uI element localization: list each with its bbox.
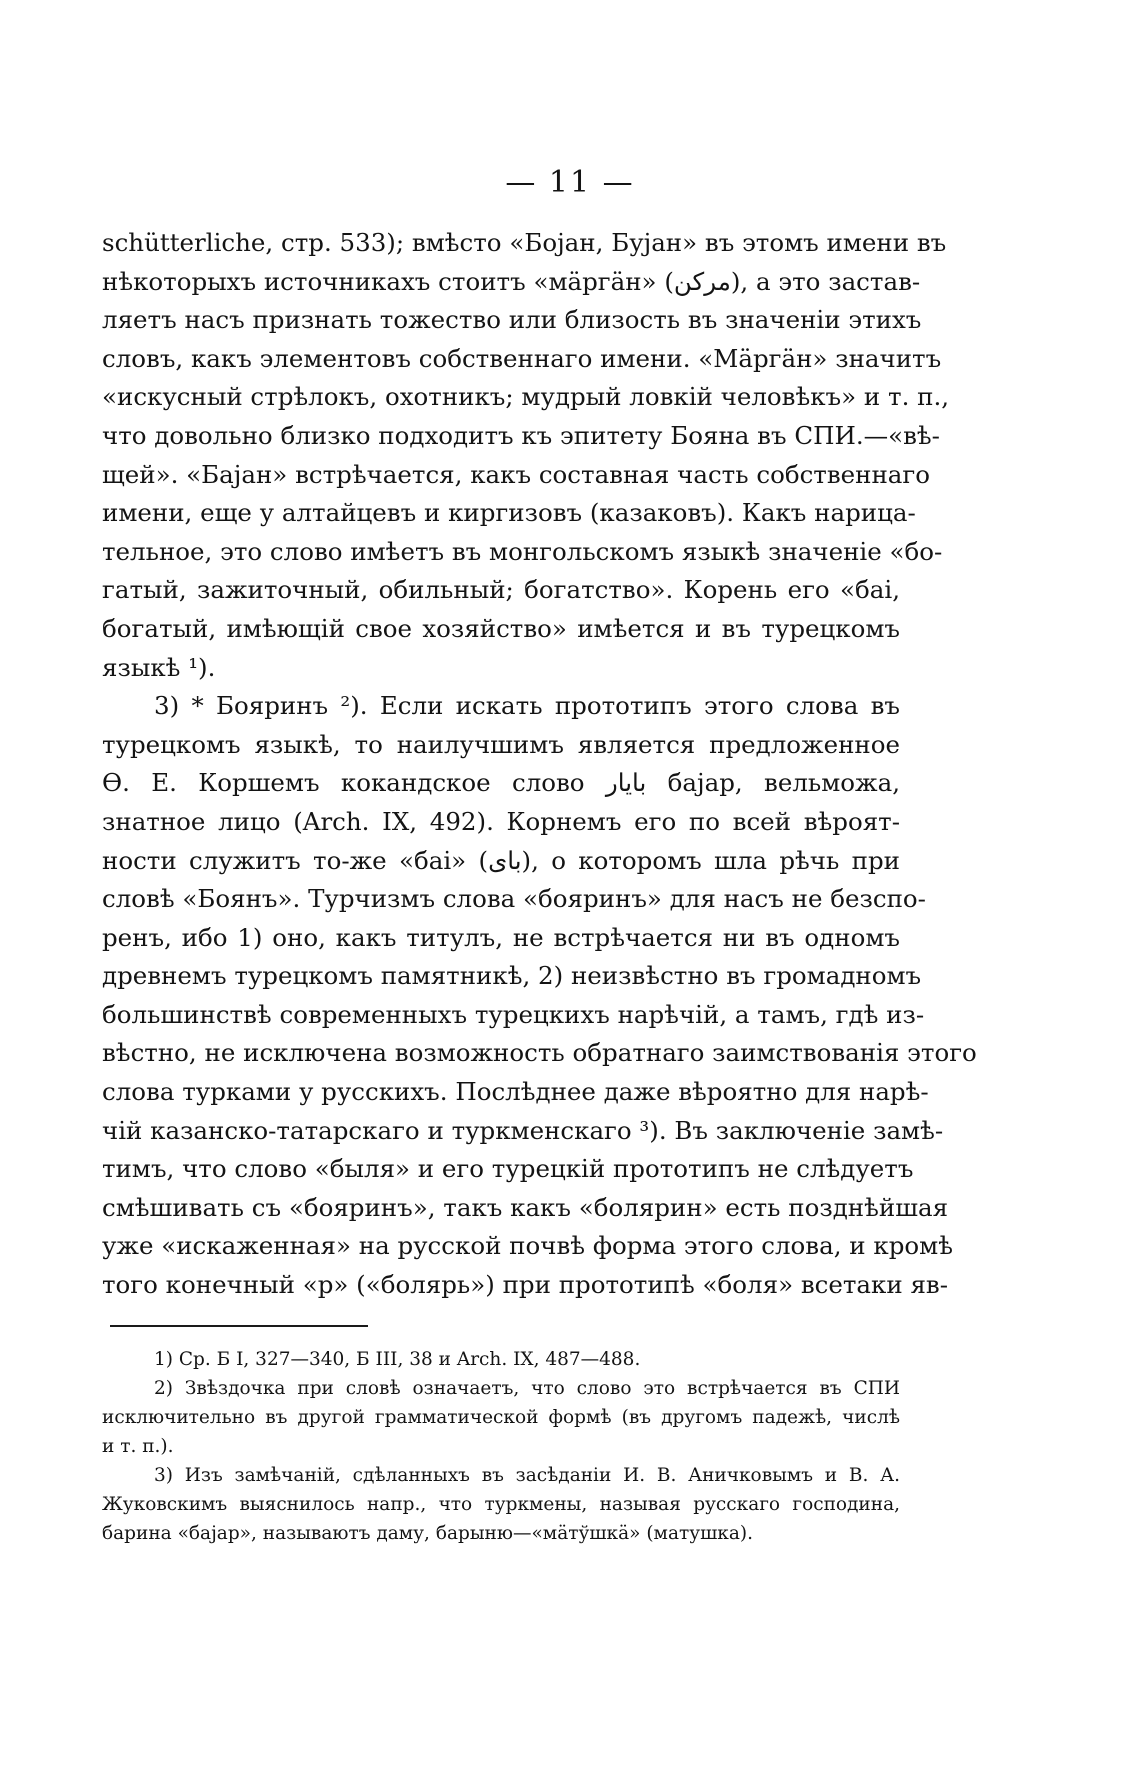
text-line: вѣстно, не исключена возможность обратнаго заимствованія этого: [102, 1038, 977, 1068]
text-line: древнемъ турецкомъ памятникѣ, 2) неизвѣстно въ громадномъ: [102, 961, 922, 991]
footnote-line: барина «бајар», называютъ даму, барыню—«мäтўшкä» (матушка).: [102, 1523, 753, 1544]
footnotes: [102, 1345, 900, 1548]
main-text: [102, 224, 977, 1305]
text-line: словъ, какъ элементовъ собственнаго имени. «Мäргäн» значитъ: [102, 343, 942, 373]
text-line: ренъ, ибо 1) оно, какъ титулъ, не встрѣчается ни въ одномъ: [102, 922, 900, 952]
text-line: ности служитъ то-же «баі» (بای), о которомъ шла рѣчь при: [102, 845, 900, 875]
footnote-line: 3) Изъ замѣчаній, сдѣланныхъ въ засѣданіи И. В. Аничковымъ и В. А.: [154, 1465, 900, 1486]
footnote-line: 1) Ср. Б I, 327—340, Б III, 38 и Arch. IX, 487—488.: [154, 1349, 641, 1370]
text-line: «искусный стрѣлокъ, охотникъ; мудрый ловкій человѣкъ» и т. п.,: [102, 382, 950, 412]
page-number: — 11 —: [505, 165, 635, 200]
text-line: нѣкоторыхъ источникахъ стоитъ «мäргäн» (مرکن), а это застав-: [102, 266, 921, 296]
footnote-divider: [110, 1325, 368, 1327]
text-line: слова турками у русскихъ. Послѣднее даже вѣроятно для нарѣ-: [102, 1077, 929, 1107]
text-line: гатый, зажиточный, обильный; богатство». Корень его «баі,: [102, 575, 900, 605]
text-line: schütterliche, стр. 533); вмѣсто «Бојан, Бујан» въ этомъ имени въ: [102, 228, 947, 257]
text-line: ляетъ насъ признать тожество или близость въ значеніи этихъ: [102, 305, 922, 335]
text-line: чій казанско-татарскаго и туркменскаго ³). Въ заключеніе замѣ-: [102, 1115, 944, 1145]
text-line: 3) * Бояринъ ²). Если искать прототипъ этого слова въ: [154, 691, 900, 721]
text-line: Ѳ. Е. Коршемъ кокандское слово بایار бајар, вельможа,: [102, 768, 900, 798]
text-line: тельное, это слово имѣетъ въ монгольскомъ языкѣ значеніе «бо-: [102, 536, 943, 566]
text-line: языкѣ ¹).: [102, 652, 216, 682]
text-line: тимъ, что слово «быля» и его турецкій прототипъ не слѣдуетъ: [102, 1154, 914, 1184]
text-line: имени, еще у алтайцевъ и киргизовъ (казаковъ). Какъ нарица-: [102, 498, 916, 528]
text-line: знатное лицо (Arch. IX, 492). Корнемъ его по всей вѣроят-: [102, 806, 900, 836]
text-line: смѣшивать съ «бояринъ», такъ какъ «болярин» есть позднѣйшая: [102, 1192, 949, 1222]
text-line: щей». «Бајан» встрѣчается, какъ составная часть собственнаго: [102, 459, 930, 489]
footnote-line: Жуковскимъ выяснилось напр., что туркмены, называя русскаго господина,: [102, 1494, 900, 1515]
text-line: большинствѣ современныхъ турецкихъ нарѣчій, а тамъ, гдѣ из-: [102, 999, 925, 1029]
footnote-line: 2) Звѣздочка при словѣ означаетъ, что слово это встрѣчается въ СПИ: [154, 1378, 900, 1399]
text-line: богатый, имѣющій свое хозяйство» имѣется и въ турецкомъ: [102, 613, 900, 643]
text-line: что довольно близко подходитъ къ эпитету Бояна въ СПИ.—«вѣ-: [102, 420, 940, 450]
text-line: уже «искаженная» на русской почвѣ форма этого слова, и кромѣ: [102, 1231, 953, 1261]
text-line: словѣ «Боянъ». Турчизмъ слова «бояринъ» для насъ не безспо-: [102, 884, 926, 914]
footnote-line: исключительно въ другой грамматической формѣ (въ другомъ падежѣ, числѣ: [102, 1407, 900, 1428]
text-line: турецкомъ языкѣ, то наилучшимъ является предложенное: [102, 729, 900, 759]
text-line: того конечный «р» («болярь») при прототипѣ «боля» всетаки яв-: [102, 1270, 948, 1300]
footnote-line: и т. п.).: [102, 1436, 174, 1457]
